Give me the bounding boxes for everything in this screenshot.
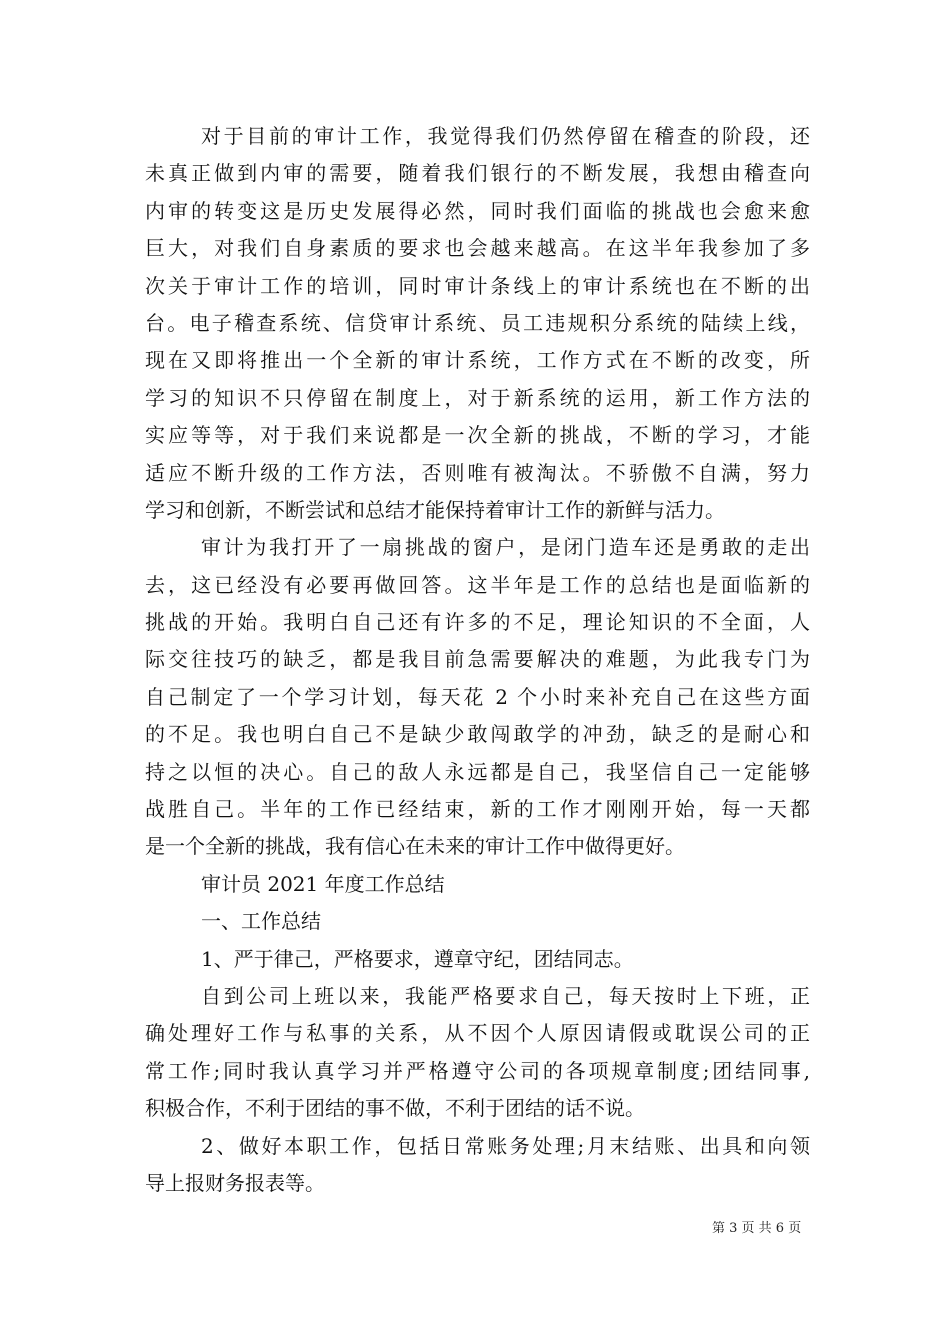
text-line: 确处理好工作与私事的关系，从不因个人原因请假或耽误公司的正 [145, 1021, 810, 1046]
text-line: 际交往技巧的缺乏，都是我目前急需要解决的难题，为此我专门为 [145, 647, 810, 672]
subsection-heading: 1、严于律己，严格要求，遵章守纪，团结同志。 [201, 946, 634, 971]
text-line: 导上报财务报表等。 [145, 1170, 325, 1195]
text-line: 去，这已经没有必要再做回答。这半年是工作的总结也是面临新的 [145, 572, 810, 597]
text-line: 战胜自己。半年的工作已经结束，新的工作才刚刚开始，每一天都 [145, 797, 810, 822]
text-line: 审计为我打开了一扇挑战的窗户，是闭门造车还是勇敢的走出 [201, 535, 810, 560]
text-line: 适应不断升级的工作方法，否则唯有被淘汰。不骄傲不自满，努力 [145, 460, 810, 485]
text-line: 巨大，对我们自身素质的要求也会越来越高。在这半年我参加了多 [145, 236, 810, 261]
section-title: 审计员 2021 年度工作总结 [201, 871, 445, 896]
document-body [145, 118, 810, 1202]
text-line: 持之以恒的决心。自己的敌人永远都是自己，我坚信自己一定能够 [145, 759, 810, 784]
text-line: 台。电子稽查系统、信贷审计系统、员工违规积分系统的陆续上线， [145, 310, 810, 335]
text-line: 挑战的开始。我明白自己还有许多的不足，理论知识的不全面，人 [145, 610, 810, 635]
text-line: 实应等等，对于我们来说都是一次全新的挑战，不断的学习，才能 [145, 423, 810, 448]
text-line: 积极合作，不利于团结的事不做，不利于团结的话不说。 [145, 1096, 645, 1121]
text-line: 学习和创新，不断尝试和总结才能保持着审计工作的新鲜与活力。 [145, 497, 725, 522]
text-line: 未真正做到内审的需要，随着我们银行的不断发展，我想由稽查向 [145, 161, 810, 186]
page-number: 第 3 页 共 6 页 [712, 1221, 802, 1236]
text-line: 是一个全新的挑战，我有信心在未来的审计工作中做得更好。 [145, 834, 685, 859]
text-line: 的不足。我也明白自己不是缺少敢闯敢学的冲劲，缺乏的是耐心和 [145, 722, 810, 747]
section-heading: 一、工作总结 [201, 909, 321, 934]
text-line: 次关于审计工作的培训，同时审计条线上的审计系统也在不断的出 [145, 273, 810, 298]
text-line: 现在又即将推出一个全新的审计系统，工作方式在不断的改变，所 [145, 348, 810, 373]
text-line: 自到公司上班以来，我能严格要求自己，每天按时上下班，正 [201, 983, 810, 1008]
text-line: 内审的转变这是历史发展得必然，同时我们面临的挑战也会愈来愈 [145, 198, 810, 223]
text-line: 学习的知识不只停留在制度上，对于新系统的运用，新工作方法的 [145, 385, 810, 410]
text-line: 自己制定了一个学习计划，每天花 2 个小时来补充自己在这些方面 [145, 684, 810, 709]
text-line: 常工作;同时我认真学习并严格遵守公司的各项规章制度;团结同事, [145, 1058, 810, 1083]
text-line: 对于目前的审计工作，我觉得我们仍然停留在稽查的阶段，还 [201, 124, 810, 148]
text-line: 2、做好本职工作，包括日常账务处理;月末结账、出具和向领 [201, 1133, 810, 1158]
